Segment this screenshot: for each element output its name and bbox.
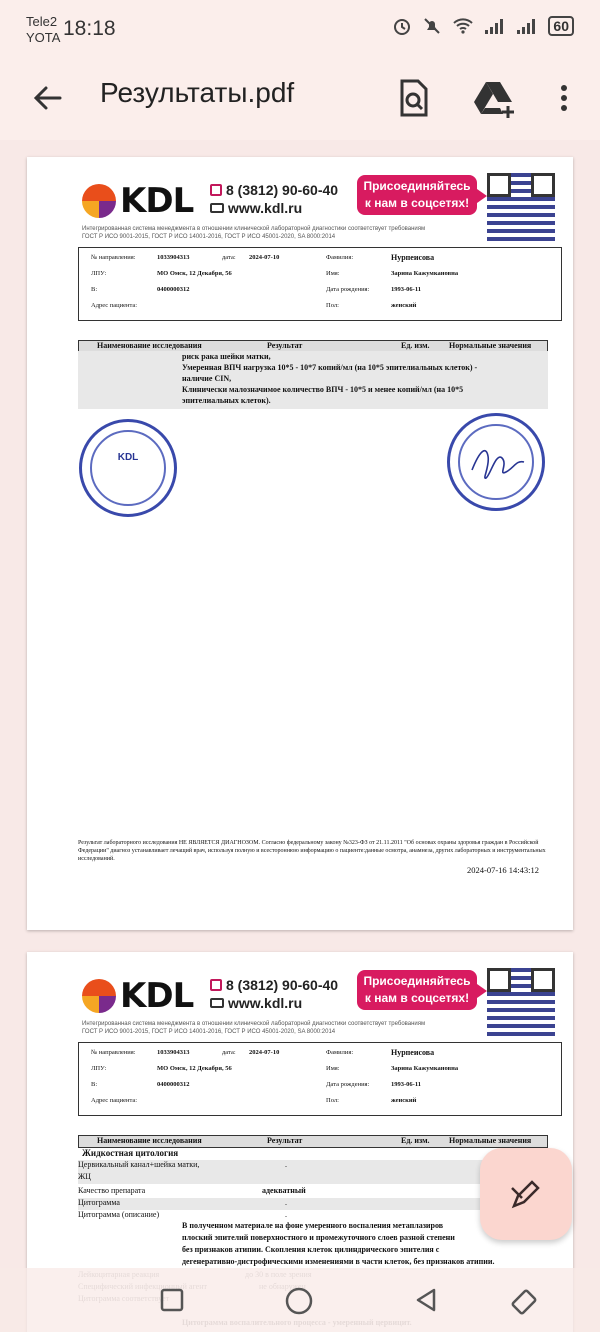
- result-line: Умеренная ВПЧ нагрузка 10*5 - 10*7 копий/мл (на 10*5 эпителиальных клеток) -: [182, 363, 478, 372]
- address-label: Адрес пациента:: [91, 1097, 138, 1104]
- surname-value: Нурпеисова: [391, 1048, 435, 1057]
- name-value: Зарина Кажумкановна: [391, 270, 459, 277]
- results-table-header: [78, 1135, 548, 1148]
- referral-date: 2024-07-10: [249, 254, 280, 261]
- row-name: Цитограмма (описание): [78, 1210, 160, 1219]
- v-label: В:: [91, 1081, 98, 1088]
- row-name: ЖЦ: [78, 1172, 91, 1181]
- carrier-1: Tele2: [26, 14, 58, 29]
- date-label: дата:: [222, 1049, 236, 1056]
- surname-label: Фамилия:: [326, 254, 354, 261]
- google-drive-add-icon[interactable]: [472, 76, 516, 120]
- sex-value: женский: [391, 1097, 417, 1104]
- mute-icon: [422, 16, 442, 36]
- col-unit: Ед. изм.: [401, 1136, 430, 1145]
- date-label: дата:: [222, 254, 236, 261]
- surname-value: Нурпеисова: [391, 253, 435, 262]
- more-vert-icon[interactable]: [542, 76, 586, 120]
- birth-label: Дата рождения:: [326, 1081, 370, 1088]
- signature-icon: [468, 440, 528, 490]
- section-title: Жидкостная цитология: [82, 1148, 179, 1158]
- signal-2-icon: [516, 17, 538, 35]
- edit-fab-button[interactable]: [480, 1148, 572, 1240]
- col-study: Наименование исследования: [97, 1136, 202, 1145]
- lab-stamp: KDL: [79, 419, 177, 517]
- edit-pen-icon: [508, 1176, 544, 1212]
- document-title: Результаты.pdf: [100, 77, 295, 108]
- sex-label: Пол:: [326, 302, 339, 309]
- birth-value: 1993-06-11: [391, 1081, 421, 1088]
- status-icons: [392, 16, 574, 36]
- row-value: .: [285, 1210, 287, 1219]
- col-normal: Нормальные значения: [449, 1136, 532, 1145]
- monitor-icon: [210, 998, 224, 1008]
- col-study: Наименование исследования: [97, 341, 202, 350]
- social-promo: Присоединяйтесь к нам в соцсетях!: [357, 970, 477, 1010]
- wifi-icon: [452, 16, 474, 36]
- address-label: Адрес пациента:: [91, 302, 138, 309]
- search-document-icon[interactable]: [392, 76, 436, 120]
- back-arrow-icon[interactable]: [28, 78, 68, 118]
- lpu-label: ЛПУ:: [91, 1065, 107, 1072]
- pdf-page-1: [27, 157, 573, 930]
- back-icon[interactable]: [412, 1286, 440, 1314]
- table-row: [78, 1172, 548, 1184]
- monitor-icon: [210, 203, 224, 213]
- row-value: .: [285, 1160, 287, 1169]
- rotate-icon[interactable]: [508, 1286, 540, 1318]
- status-bar: [0, 0, 600, 58]
- row-value: адекватный: [262, 1186, 306, 1195]
- home-icon[interactable]: [284, 1286, 314, 1316]
- disclaimer: Результат лабораторного исследования НЕ ЯВЛЯЕТСЯ ДИАГНОЗОМ. Согласно федеральному закону №323-ФЗ от 21.11.2011 "Об основах охраны здоровья граждан в Российской Федерации" диагноз устанавливает лечащий врач, используя полную и всестороннюю информацию о пациенте:данные осмотра, анамнеза, других лабораторных и инструментальных исследований.: [78, 840, 546, 862]
- alarm-icon: [392, 16, 412, 36]
- v-value: 0400000312: [157, 286, 190, 293]
- battery-icon: 60: [548, 16, 574, 36]
- cert-text: Интегрированная система менеджмента в отношении клинической лабораторной диагностики соответствует требованиям ГОСТ Р ИСО 9001-2015, ГОСТ Р ИСО 14001-2016, ГОСТ Р ИСО 45001-2020, SA 8000:2014: [82, 226, 426, 240]
- name-label: Имя:: [326, 270, 340, 277]
- sex-value: женский: [391, 302, 417, 309]
- lpu-value: МО Омск, 12 Декабря, 56: [157, 1065, 232, 1072]
- patient-info: [78, 1042, 562, 1116]
- cert-text: Интегрированная система менеджмента в отношении клинической лабораторной диагностики соответствует требованиям ГОСТ Р ИСО 9001-2015, ГОСТ Р ИСО 14001-2016, ГОСТ Р ИСО 45001-2020, SA 8000:2014: [82, 1021, 426, 1035]
- birth-value: 1993-06-11: [391, 286, 421, 293]
- referral-number: 1033904313: [157, 1049, 190, 1056]
- col-normal: Нормальные значения: [449, 341, 532, 350]
- clock: 18:18: [63, 17, 116, 40]
- carrier-labels: [26, 14, 60, 46]
- row-value: .: [285, 1198, 287, 1207]
- app-bar: [0, 58, 600, 140]
- row-name: Качество препарата: [78, 1186, 146, 1195]
- birth-label: Дата рождения:: [326, 286, 370, 293]
- col-unit: Ед. изм.: [401, 341, 430, 350]
- phone-icon: [210, 184, 222, 196]
- surname-label: Фамилия:: [326, 1049, 354, 1056]
- patient-info: [78, 247, 562, 321]
- qr-code: [487, 968, 555, 1036]
- result-text-block: [78, 351, 548, 409]
- result-line: Клинически малозначимое количество ВПЧ - 10*5 и менее копий/мл (на 10*5: [182, 385, 464, 394]
- row-name: Цитограмма: [78, 1198, 120, 1207]
- lpu-label: ЛПУ:: [91, 270, 107, 277]
- doctor-stamp: [447, 413, 545, 511]
- referral-number: 1033904313: [157, 254, 190, 261]
- system-nav-bar: [0, 1268, 600, 1332]
- col-result: Результат: [267, 341, 303, 350]
- result-line: риск рака шейки матки,: [182, 352, 271, 361]
- recent-apps-icon[interactable]: [158, 1286, 186, 1314]
- result-line: эпителиальных клеток).: [182, 396, 271, 405]
- name-value: Зарина Кажумкановна: [391, 1065, 459, 1072]
- referral-date: 2024-07-10: [249, 1049, 280, 1056]
- print-timestamp: 2024-07-16 14:43:12: [467, 865, 540, 875]
- sex-label: Пол:: [326, 1097, 339, 1104]
- social-promo: Присоединяйтесь к нам в соцсетях!: [357, 175, 477, 215]
- phone-icon: [210, 979, 222, 991]
- referral-label: № направления:: [91, 1049, 136, 1056]
- v-label: В:: [91, 286, 98, 293]
- result-line: наличие CIN,: [182, 374, 232, 383]
- contact-info: 8 (3812) 90-60-40 www.kdl.ru: [210, 181, 338, 217]
- kdl-logo: KDL: [82, 976, 193, 1016]
- signal-icon: [484, 17, 506, 35]
- referral-label: № направления:: [91, 254, 136, 261]
- name-label: Имя:: [326, 1065, 340, 1072]
- kdl-logo: KDL: [82, 181, 193, 221]
- contact-info: 8 (3812) 90-60-40 www.kdl.ru: [210, 976, 338, 1012]
- table-row: [78, 1198, 548, 1210]
- col-result: Результат: [267, 1136, 303, 1145]
- cytology-description: В полученном материале на фоне умеренного воспаления метаплазиров плоский эпителий поверхностного и промежуточного слоев разной степени без признаков атипии. Скопления клеток цилиндрического эпителия с дегенеративно-дистрофическими изменениями в части клеток, без признаков атипии.: [182, 1221, 495, 1266]
- carrier-2: YOTA: [26, 30, 61, 45]
- lpu-value: МО Омск, 12 Декабря, 56: [157, 270, 232, 277]
- qr-code: [487, 173, 555, 241]
- v-value: 0400000312: [157, 1081, 190, 1088]
- row-name: Цервикальный канал+шейка матки,: [78, 1160, 200, 1169]
